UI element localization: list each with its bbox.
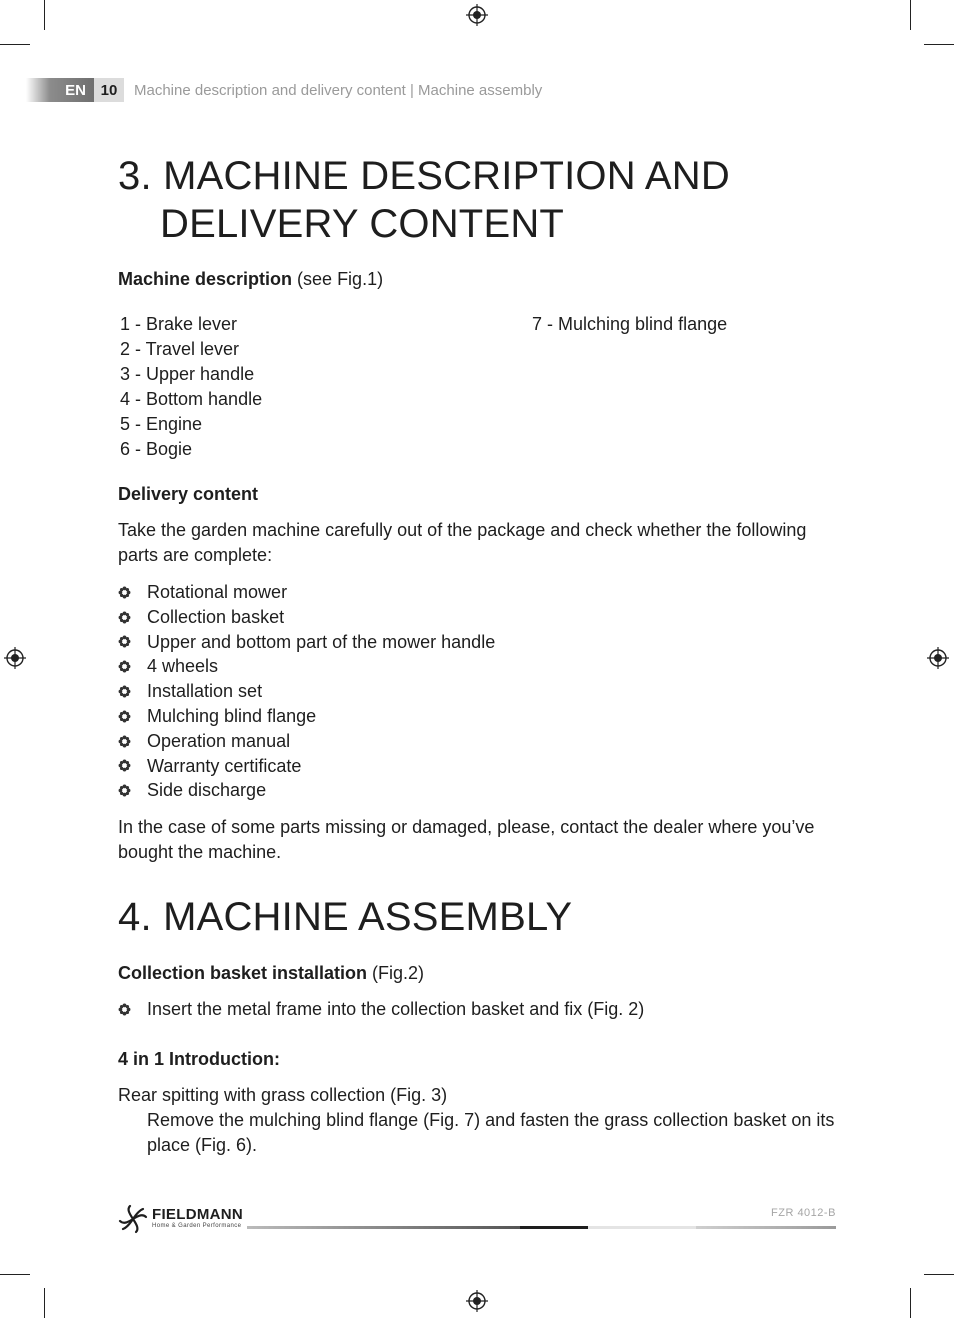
flower-bullet-icon [118, 759, 131, 772]
crop-mark [44, 1288, 45, 1318]
delivery-intro: Take the garden machine carefully out of the package and check whether the following parts are complete: [118, 520, 807, 565]
flower-bullet-icon [118, 784, 131, 797]
list-item [118, 754, 495, 779]
parts-list-right [532, 312, 727, 337]
heading-bold: Machine description [118, 269, 293, 289]
model-number: FZR 4012-B [771, 1207, 836, 1219]
part-item: 7 - Mulching blind flange [532, 314, 728, 334]
list-item [118, 654, 495, 679]
parts-list-left [120, 312, 262, 462]
crop-mark [924, 1274, 954, 1275]
registration-mark-icon [466, 1290, 488, 1312]
basket-list [118, 997, 644, 1022]
crop-mark [44, 0, 45, 30]
list-item-text: Installation set [147, 681, 263, 702]
brand-tagline: Home & Garden Performance [152, 1223, 242, 1229]
list-item-text: Rotational mower [147, 582, 288, 602]
intro-detail: Remove the mulching blind flange (Fig. 7) and fasten the grass collection basket on its place (Fig. 6). [147, 1110, 835, 1155]
fieldmann-logo [118, 1204, 243, 1234]
section-3-title-line2: DELIVERY CONTENT [160, 202, 565, 246]
list-item [118, 704, 495, 729]
section-4-title: 4. MACHINE ASSEMBLY [118, 895, 573, 939]
list-item [118, 605, 495, 630]
footer-bar-segment [520, 1226, 588, 1229]
list-item-text: 4 wheels [147, 656, 219, 677]
list-item-text: Operation manual [147, 730, 291, 751]
list-item [118, 630, 495, 655]
crop-mark [910, 1288, 911, 1318]
flower-bullet-icon [118, 1003, 131, 1016]
list-item-text: Warranty certificate [147, 755, 302, 776]
crop-mark [910, 0, 911, 30]
section-3-title [118, 152, 730, 248]
flower-bullet-icon [118, 611, 131, 624]
flower-bullet-icon [118, 586, 131, 599]
delivery-content-heading [118, 484, 258, 505]
list-item-text: Collection basket [147, 606, 285, 627]
list-item [118, 729, 495, 754]
heading-ref: (see Fig.1) [292, 269, 384, 289]
footer-bar-segment [696, 1226, 836, 1229]
introduction-heading [118, 1049, 280, 1070]
part-item: 6 - Bogie [120, 439, 193, 459]
machine-description-heading [118, 269, 383, 290]
list-item [118, 778, 495, 803]
heading-bold: 4 in 1 Introduction: [118, 1049, 280, 1069]
heading-bold: Collection basket installation [118, 963, 368, 983]
list-item-text: Insert the metal frame into the collection basket and fix (Fig. 2) [147, 999, 645, 1019]
crop-mark [0, 1274, 30, 1275]
intro-line: Rear spitting with grass collection (Fig. 3) [118, 1085, 448, 1105]
flower-bullet-icon [118, 635, 131, 648]
running-header [26, 78, 542, 102]
delivery-note: In the case of some parts missing or damaged, please, contact the dealer where you’ve bought the machine. [118, 817, 815, 862]
brand-name: FIELDMANN [152, 1206, 244, 1223]
part-item: 5 - Engine [120, 414, 203, 434]
part-item: 3 - Upper handle [120, 364, 255, 384]
logo-text [152, 1208, 243, 1230]
footer-bar-segment [247, 1226, 520, 1229]
list-item [118, 580, 495, 605]
collection-basket-heading [118, 963, 424, 984]
list-item-text: Mulching blind flange [147, 705, 317, 726]
list-item [118, 997, 644, 1022]
section-3-title-line1: 3. MACHINE DESCRIPTION AND [118, 154, 730, 198]
part-item: 4 - Bottom handle [120, 389, 263, 409]
fieldmann-logo-icon [118, 1204, 148, 1234]
header-title: Machine description and delivery content | Machine assembly [134, 81, 543, 99]
part-item: 1 - Brake lever [120, 314, 238, 334]
flower-bullet-icon [118, 735, 131, 748]
heading-bold: Delivery content [118, 484, 259, 504]
flower-bullet-icon [118, 685, 131, 698]
registration-mark-icon [4, 647, 26, 669]
crop-mark [0, 44, 30, 45]
crop-mark [924, 44, 954, 45]
language-tag: EN [26, 78, 94, 102]
registration-mark-icon [927, 647, 949, 669]
registration-mark-icon [466, 4, 488, 26]
list-item-text: Upper and bottom part of the mower handle [147, 631, 496, 652]
part-item: 2 - Travel lever [120, 339, 240, 359]
heading-ref: (Fig.2) [367, 963, 425, 983]
page-number: 10 [94, 78, 124, 102]
list-item-text: Side discharge [147, 780, 267, 801]
list-item [118, 679, 495, 704]
flower-bullet-icon [118, 710, 131, 723]
flower-bullet-icon [118, 660, 131, 673]
delivery-list [118, 580, 495, 803]
footer-bar-segment [588, 1226, 696, 1229]
